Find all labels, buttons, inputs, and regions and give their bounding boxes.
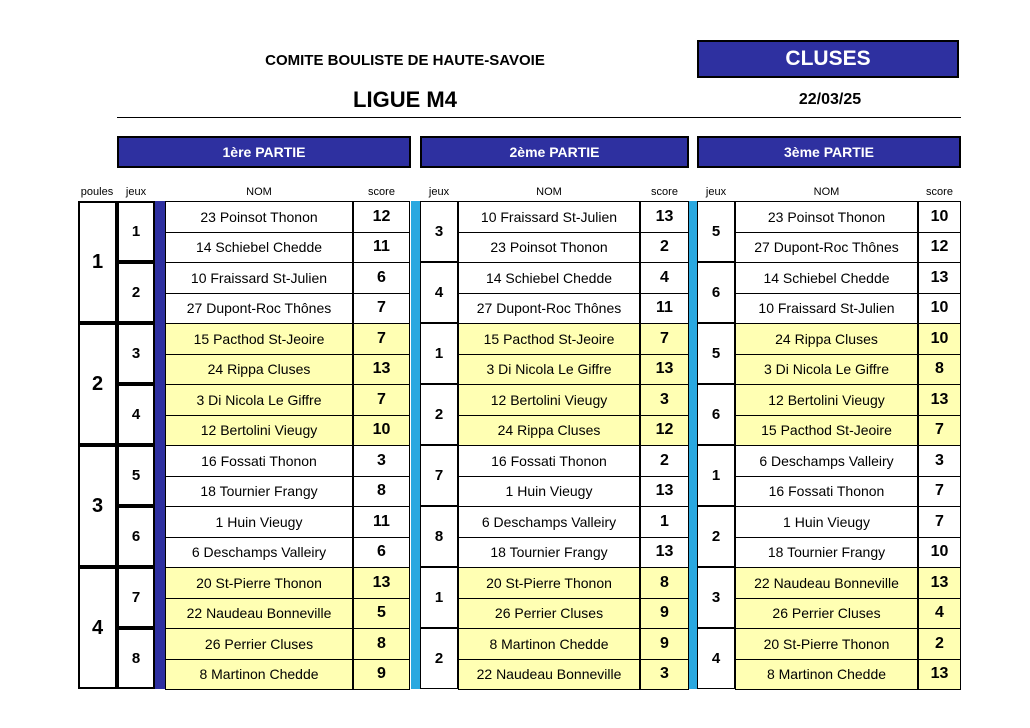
part2-player-name: 18 Tournier Frangy — [458, 537, 640, 569]
part2-player-name: 10 Fraissard St-Julien — [458, 201, 640, 233]
part-2-header: 2ème PARTIE — [420, 136, 689, 168]
part2-separator-bar — [411, 262, 420, 323]
part1-jeu-cell: 8 — [117, 628, 155, 689]
part1-jeu-cell: 5 — [117, 445, 155, 506]
part1-player-name: 27 Dupont-Roc Thônes — [165, 293, 353, 325]
part3-jeu-cell: 3 — [697, 567, 735, 628]
part-1-jeux-header: jeux — [125, 186, 147, 198]
part2-player-name: 1 Huin Vieugy — [458, 476, 640, 508]
part3-separator-bar — [689, 628, 697, 689]
part3-separator-bar — [689, 506, 697, 567]
part2-separator-bar — [411, 445, 420, 506]
part3-player-name: 14 Schiebel Chedde — [735, 262, 918, 294]
part1-player-name: 1 Huin Vieugy — [165, 506, 353, 538]
part3-player-score: 12 — [918, 232, 961, 264]
part3-separator-bar — [689, 384, 697, 445]
part3-player-name: 22 Naudeau Bonneville — [735, 567, 918, 599]
poule-1-cell: 1 — [78, 201, 117, 323]
part-3-jeux-header: jeux — [705, 186, 727, 198]
part3-player-score: 13 — [918, 659, 961, 691]
part3-player-score: 4 — [918, 598, 961, 630]
part3-player-score: 10 — [918, 293, 961, 325]
part2-player-score: 2 — [640, 445, 689, 477]
part2-player-score: 9 — [640, 598, 689, 630]
part1-separator-bar — [155, 262, 165, 323]
venue-banner: CLUSES — [697, 40, 959, 78]
part1-player-score: 6 — [353, 262, 410, 294]
part1-player-name: 3 Di Nicola Le Giffre — [165, 384, 353, 416]
part3-player-name: 1 Huin Vieugy — [735, 506, 918, 538]
part3-player-name: 6 Deschamps Valleiry — [735, 445, 918, 477]
part1-separator-bar — [155, 201, 165, 262]
part2-player-score: 13 — [640, 476, 689, 508]
part1-player-name: 8 Martinon Chedde — [165, 659, 353, 691]
part3-player-score: 7 — [918, 506, 961, 538]
part2-player-name: 16 Fossati Thonon — [458, 445, 640, 477]
part3-player-name: 18 Tournier Frangy — [735, 537, 918, 569]
part2-separator-bar — [411, 384, 420, 445]
part2-player-name: 12 Bertolini Vieugy — [458, 384, 640, 416]
part-2-score-header: score — [651, 186, 678, 198]
part2-player-score: 11 — [640, 293, 689, 325]
part-1-nom-header: NOM — [246, 186, 272, 198]
part2-separator-bar — [411, 201, 420, 262]
part2-player-name: 8 Martinon Chedde — [458, 628, 640, 660]
part2-player-score: 13 — [640, 537, 689, 569]
part3-jeu-cell: 5 — [697, 323, 735, 384]
part1-player-score: 10 — [353, 415, 410, 447]
part2-player-name: 6 Deschamps Valleiry — [458, 506, 640, 538]
part3-player-score: 3 — [918, 445, 961, 477]
part3-player-name: 26 Perrier Cluses — [735, 598, 918, 630]
part1-separator-bar — [155, 445, 165, 506]
part2-player-name: 24 Rippa Cluses — [458, 415, 640, 447]
part1-player-name: 10 Fraissard St-Julien — [165, 262, 353, 294]
part2-player-score: 13 — [640, 354, 689, 386]
part1-player-name: 24 Rippa Cluses — [165, 354, 353, 386]
part1-player-name: 15 Pacthod St-Jeoire — [165, 323, 353, 355]
part1-player-score: 9 — [353, 659, 410, 691]
part3-player-score: 13 — [918, 384, 961, 416]
part3-player-score: 7 — [918, 415, 961, 447]
part-2-nom-header: NOM — [536, 186, 562, 198]
part1-player-name: 6 Deschamps Valleiry — [165, 537, 353, 569]
part1-separator-bar — [155, 628, 165, 689]
part1-player-name: 22 Naudeau Bonneville — [165, 598, 353, 630]
part2-separator-bar — [411, 628, 420, 689]
part3-player-name: 12 Bertolini Vieugy — [735, 384, 918, 416]
part-2-jeux-header: jeux — [428, 186, 450, 198]
part3-player-name: 23 Poinsot Thonon — [735, 201, 918, 233]
part1-player-score: 7 — [353, 323, 410, 355]
part2-jeu-cell: 3 — [420, 201, 458, 262]
part2-player-name: 3 Di Nicola Le Giffre — [458, 354, 640, 386]
part2-separator-bar — [411, 506, 420, 567]
part1-player-score: 13 — [353, 567, 410, 599]
part3-player-name: 16 Fossati Thonon — [735, 476, 918, 508]
part3-jeu-cell: 6 — [697, 384, 735, 445]
part3-player-name: 10 Fraissard St-Julien — [735, 293, 918, 325]
part3-player-name: 20 St-Pierre Thonon — [735, 628, 918, 660]
part2-player-name: 27 Dupont-Roc Thônes — [458, 293, 640, 325]
part2-player-score: 4 — [640, 262, 689, 294]
part1-player-name: 20 St-Pierre Thonon — [165, 567, 353, 599]
part3-player-score: 8 — [918, 354, 961, 386]
part2-player-name: 23 Poinsot Thonon — [458, 232, 640, 264]
poules-column-header: poules — [80, 186, 114, 198]
part2-player-score: 1 — [640, 506, 689, 538]
part3-player-score: 10 — [918, 201, 961, 233]
part-3-nom-header: NOM — [813, 186, 840, 198]
part3-player-score: 13 — [918, 567, 961, 599]
part3-separator-bar — [689, 201, 697, 262]
part2-player-score: 8 — [640, 567, 689, 599]
part2-player-name: 26 Perrier Cluses — [458, 598, 640, 630]
part3-player-name: 15 Pacthod St-Jeoire — [735, 415, 918, 447]
part3-player-score: 10 — [918, 537, 961, 569]
poule-2-cell: 2 — [78, 323, 117, 445]
part2-player-score: 7 — [640, 323, 689, 355]
part3-jeu-cell: 1 — [697, 445, 735, 506]
part3-separator-bar — [689, 567, 697, 628]
part-1-score-header: score — [368, 186, 395, 198]
part2-player-score: 3 — [640, 384, 689, 416]
poule-4-cell: 4 — [78, 567, 117, 689]
part1-player-score: 11 — [353, 506, 410, 538]
part1-player-score: 12 — [353, 201, 410, 233]
part1-player-score: 11 — [353, 232, 410, 264]
part2-separator-bar — [411, 567, 420, 628]
part2-jeu-cell: 1 — [420, 567, 458, 628]
part3-player-score: 13 — [918, 262, 961, 294]
part2-player-name: 20 St-Pierre Thonon — [458, 567, 640, 599]
part2-separator-bar — [411, 323, 420, 384]
league-title: LIGUE M4 — [353, 87, 457, 112]
part1-player-name: 23 Poinsot Thonon — [165, 201, 353, 233]
part2-jeu-cell: 8 — [420, 506, 458, 567]
part1-player-score: 7 — [353, 293, 410, 325]
part-3-score-header: score — [926, 186, 953, 198]
part2-player-score: 13 — [640, 201, 689, 233]
part1-player-name: 18 Tournier Frangy — [165, 476, 353, 508]
part1-player-score: 8 — [353, 476, 410, 508]
part2-player-name: 15 Pacthod St-Jeoire — [458, 323, 640, 355]
part1-player-score: 13 — [353, 354, 410, 386]
part1-player-score: 8 — [353, 628, 410, 660]
part3-separator-bar — [689, 323, 697, 384]
part3-jeu-cell: 4 — [697, 628, 735, 689]
part1-player-name: 12 Bertolini Vieugy — [165, 415, 353, 447]
part1-separator-bar — [155, 323, 165, 384]
part2-jeu-cell: 1 — [420, 323, 458, 384]
part3-jeu-cell: 6 — [697, 262, 735, 323]
part-3-header: 3ème PARTIE — [697, 136, 961, 168]
part1-jeu-cell: 4 — [117, 384, 155, 445]
part1-jeu-cell: 1 — [117, 201, 155, 262]
part3-jeu-cell: 2 — [697, 506, 735, 567]
part1-jeu-cell: 7 — [117, 567, 155, 628]
part1-player-name: 14 Schiebel Chedde — [165, 232, 353, 264]
event-date: 22/03/25 — [798, 91, 862, 108]
part1-player-score: 6 — [353, 537, 410, 569]
header-divider — [117, 117, 961, 118]
part2-player-name: 22 Naudeau Bonneville — [458, 659, 640, 691]
part3-player-score: 7 — [918, 476, 961, 508]
part1-player-score: 3 — [353, 445, 410, 477]
part1-separator-bar — [155, 567, 165, 628]
part1-separator-bar — [155, 506, 165, 567]
part3-player-name: 27 Dupont-Roc Thônes — [735, 232, 918, 264]
part1-jeu-cell: 3 — [117, 323, 155, 384]
part3-jeu-cell: 5 — [697, 201, 735, 262]
part2-player-score: 12 — [640, 415, 689, 447]
part1-player-score: 5 — [353, 598, 410, 630]
part3-separator-bar — [689, 262, 697, 323]
part2-player-score: 9 — [640, 628, 689, 660]
part3-player-name: 24 Rippa Cluses — [735, 323, 918, 355]
part2-player-score: 2 — [640, 232, 689, 264]
part2-jeu-cell: 2 — [420, 628, 458, 689]
part1-player-name: 16 Fossati Thonon — [165, 445, 353, 477]
part1-player-name: 26 Perrier Cluses — [165, 628, 353, 660]
poule-3-cell: 3 — [78, 445, 117, 567]
organisation-title: COMITE BOULISTE DE HAUTE-SAVOIE — [265, 52, 545, 69]
part2-jeu-cell: 2 — [420, 384, 458, 445]
part1-jeu-cell: 6 — [117, 506, 155, 567]
part2-jeu-cell: 4 — [420, 262, 458, 323]
part3-player-name: 8 Martinon Chedde — [735, 659, 918, 691]
part3-separator-bar — [689, 445, 697, 506]
part1-player-score: 7 — [353, 384, 410, 416]
part3-player-name: 3 Di Nicola Le Giffre — [735, 354, 918, 386]
part2-player-name: 14 Schiebel Chedde — [458, 262, 640, 294]
part1-separator-bar — [155, 384, 165, 445]
part1-jeu-cell: 2 — [117, 262, 155, 323]
part3-player-score: 2 — [918, 628, 961, 660]
part2-player-score: 3 — [640, 659, 689, 691]
part-1-header: 1ère PARTIE — [117, 136, 411, 168]
part2-jeu-cell: 7 — [420, 445, 458, 506]
part3-player-score: 10 — [918, 323, 961, 355]
